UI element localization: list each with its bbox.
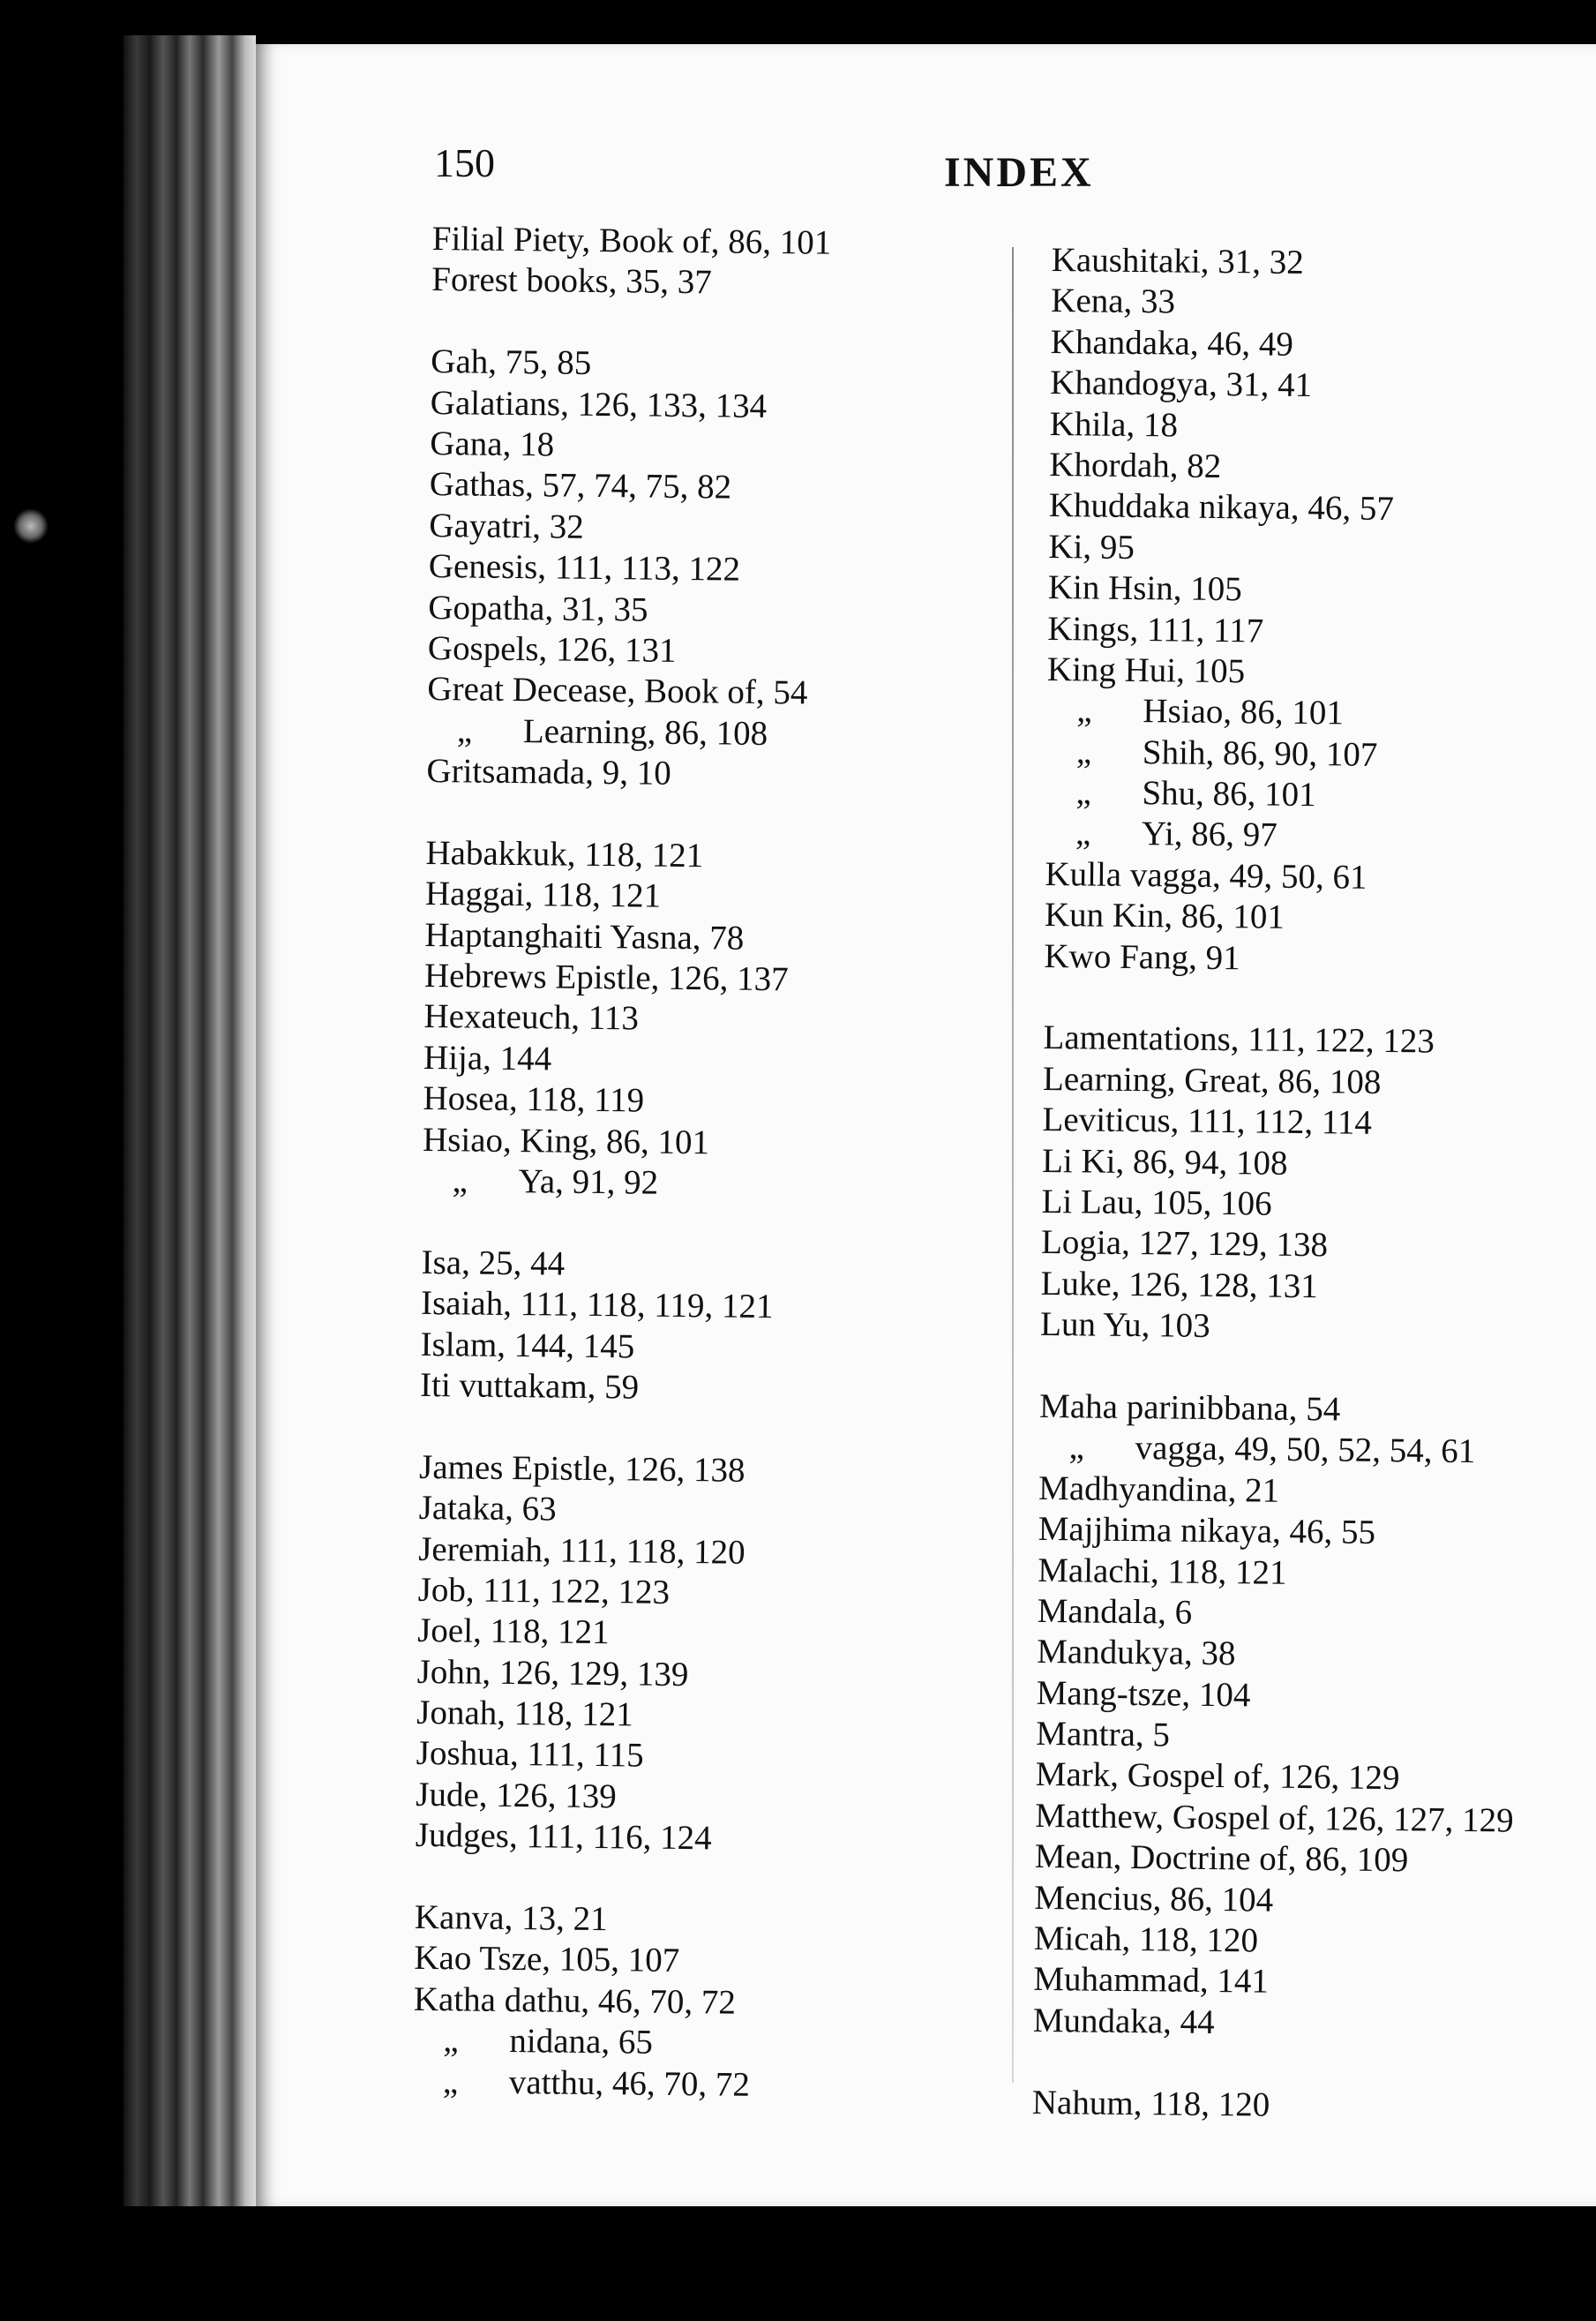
- index-entry-text: Jataka, 63: [418, 1489, 557, 1529]
- index-entry: [416, 1815, 815, 1860]
- index-entry-text: Gayatri, 32: [429, 506, 585, 546]
- index-entry-text: Lun Yu, 103: [1039, 1305, 1210, 1346]
- index-entry: [1049, 485, 1528, 531]
- index-entry: [429, 506, 828, 551]
- letter-group-gap: [426, 792, 826, 837]
- index-entry-text: Kaushitaki, 31, 32: [1051, 240, 1304, 282]
- index-entry: [1045, 895, 1524, 941]
- index-entry: [1034, 1878, 1513, 1924]
- index-entry-text: Kanva, 13, 21: [414, 1897, 608, 1939]
- letter-group-gap: [1039, 1345, 1518, 1391]
- index-entry-text: Madhyandina, 21: [1038, 1468, 1280, 1510]
- index-entry: [1042, 1141, 1521, 1187]
- index-entry-text: Leviticus, 111, 112, 114: [1042, 1100, 1373, 1143]
- index-entry-text: Gana, 18: [430, 424, 555, 464]
- index-entry: [414, 1938, 813, 1983]
- index-entry-text: Job, 111, 122, 123: [417, 1570, 671, 1611]
- index-entry: [417, 1611, 817, 1656]
- index-entry-text: Joshua, 111, 115: [416, 1734, 644, 1776]
- index-entry: [1035, 1837, 1514, 1882]
- letter-group-gap: [431, 301, 831, 346]
- index-entry: [425, 833, 825, 878]
- index-subentry: [427, 710, 827, 755]
- index-entry-text: Haptanghaiti Yasna, 78: [424, 915, 745, 958]
- index-entry: [414, 1979, 813, 2024]
- index-subentry: [1046, 690, 1525, 736]
- index-entry-text: Galatians, 126, 133, 134: [430, 383, 768, 425]
- ditto-mark: „: [1075, 773, 1091, 812]
- index-entry-text: Learning, 86, 108: [522, 711, 768, 753]
- index-entry-text: Hsiao, King, 86, 101: [422, 1120, 710, 1161]
- index-entry-text: vatthu, 46, 70, 72: [508, 2062, 751, 2104]
- index-entry: [1051, 322, 1530, 368]
- index-entry-text: Gah, 75, 85: [431, 342, 592, 383]
- index-entry-text: Gritsamada, 9, 10: [426, 752, 671, 792]
- index-entry-text: Maha parinibbana, 54: [1038, 1386, 1341, 1429]
- index-entry-text: Lamentations, 111, 122, 123: [1043, 1018, 1435, 1062]
- index-entry-text: Muhammad, 141: [1033, 1960, 1270, 2002]
- index-entry: [417, 1652, 817, 1697]
- index-subentry: [1045, 772, 1525, 818]
- index-entry: [1036, 1714, 1515, 1760]
- index-entry: [431, 259, 831, 304]
- index-entry-text: Filial Piety, Book of, 86, 101: [431, 219, 832, 262]
- ditto-mark: „: [456, 711, 473, 750]
- index-entry-text: Hsiao, 86, 101: [1143, 692, 1345, 732]
- index-entry-text: Mang-tsze, 104: [1036, 1673, 1251, 1715]
- index-entry-text: Mundaka, 44: [1032, 2001, 1215, 2041]
- index-entry-text: Yi, 86, 97: [1141, 815, 1278, 855]
- index-entry-text: King Hui, 105: [1046, 650, 1246, 691]
- index-entry: [424, 956, 824, 1001]
- index-entry-text: Kulla vagga, 49, 50, 61: [1045, 854, 1367, 897]
- index-entry: [423, 1078, 822, 1123]
- index-entry: [416, 1733, 816, 1778]
- index-entry: [430, 424, 829, 469]
- page-number: 150: [434, 140, 495, 185]
- index-entry: [419, 1447, 819, 1492]
- index-entry: [1033, 2001, 1512, 2047]
- index-subentry: [1046, 732, 1525, 777]
- index-entry-text: Luke, 126, 128, 131: [1040, 1264, 1318, 1305]
- index-entry-text: Genesis, 111, 113, 122: [428, 547, 741, 589]
- index-entry: [1044, 936, 1523, 982]
- index-entry-text: Kena, 33: [1051, 282, 1176, 321]
- index-entry-text: Gathas, 57, 74, 75, 82: [429, 465, 732, 507]
- index-entry: [418, 1529, 818, 1574]
- index-entry-text: Khandogya, 31, 41: [1050, 364, 1313, 405]
- index-entry-text: Hexateuch, 113: [423, 997, 640, 1038]
- index-entry-text: Micah, 118, 120: [1033, 1919, 1259, 1960]
- index-entry: [1038, 1509, 1517, 1555]
- index-subentry: [413, 2061, 813, 2106]
- ditto-mark: „: [1075, 814, 1091, 853]
- index-entry: [420, 1324, 820, 1369]
- index-entry-text: Kin Hsin, 105: [1047, 568, 1243, 609]
- index-entry-text: Ki, 95: [1048, 527, 1135, 567]
- index-entry: [1045, 854, 1524, 900]
- index-entry: [423, 996, 823, 1041]
- index-entry: [1048, 527, 1527, 573]
- index-entry: [416, 1775, 815, 1820]
- index-entry: [1038, 1550, 1517, 1596]
- index-entry: [1051, 281, 1530, 327]
- index-entry-text: Mantra, 5: [1036, 1714, 1171, 1754]
- index-entry: [415, 1897, 814, 1942]
- letter-group-gap: [419, 1406, 819, 1451]
- index-entry: [1038, 1468, 1517, 1514]
- index-entry: [426, 751, 826, 796]
- index-entry: [1041, 1222, 1520, 1268]
- letter-group-gap: [1044, 977, 1523, 1023]
- index-entry: [1036, 1754, 1515, 1800]
- index-entry: [421, 1243, 820, 1288]
- ditto-mark: „: [1075, 732, 1092, 771]
- index-entry: [432, 219, 832, 264]
- index-entry: [1043, 1018, 1522, 1063]
- ditto-mark: „: [442, 2062, 459, 2100]
- index-entry-text: nidana, 65: [509, 2022, 654, 2062]
- index-entry-text: Kings, 111, 117: [1047, 609, 1264, 650]
- index-entry: [1050, 363, 1529, 409]
- index-entry-text: Katha dathu, 46, 70, 72: [413, 1979, 737, 2022]
- index-entry-text: Khandaka, 46, 49: [1050, 322, 1294, 364]
- index-entry: [430, 464, 829, 509]
- index-entry: [431, 342, 830, 387]
- index-entry-text: Matthew, Gospel of, 126, 127, 129: [1035, 1796, 1514, 1840]
- ditto-mark: „: [1068, 1428, 1085, 1467]
- index-entry: [1048, 567, 1527, 613]
- index-entry: [1040, 1304, 1519, 1350]
- index-entry-text: Nahum, 118, 120: [1031, 2083, 1270, 2124]
- index-entry-text: Hebrews Epistle, 126, 137: [423, 956, 789, 999]
- index-entry-text: Haggai, 118, 121: [424, 875, 662, 916]
- index-entry-text: Isaiah, 111, 118, 119, 121: [420, 1284, 774, 1326]
- index-entry: [417, 1570, 817, 1615]
- index-entry-text: Shu, 86, 101: [1142, 774, 1316, 815]
- index-entry: [418, 1488, 818, 1533]
- index-entry: [1049, 445, 1528, 491]
- index-entry-text: Logia, 127, 129, 138: [1040, 1223, 1329, 1265]
- index-entry-text: Jude, 126, 139: [416, 1775, 618, 1816]
- index-entry: [423, 1120, 822, 1165]
- running-head: INDEX: [944, 149, 1094, 196]
- index-entry-text: Mark, Gospel of, 126, 129: [1035, 1755, 1400, 1798]
- index-entry-text: Li Ki, 86, 94, 108: [1041, 1141, 1288, 1183]
- index-entry: [1041, 1182, 1520, 1228]
- index-entry: [420, 1365, 820, 1410]
- index-entry-text: James Epistle, 126, 138: [418, 1447, 746, 1490]
- index-entry-text: Forest books, 35, 37: [431, 260, 712, 302]
- index-entry-text: Joel, 118, 121: [417, 1611, 610, 1652]
- index-entry: [1050, 404, 1529, 450]
- index-entry-text: Li Lau, 105, 106: [1041, 1182, 1272, 1223]
- index-entry: [1047, 650, 1526, 695]
- index-subentry: [1045, 813, 1525, 859]
- index-entry-text: Gospels, 126, 131: [427, 628, 677, 670]
- index-entry-text: Gopatha, 31, 35: [428, 588, 648, 629]
- index-entry-text: Islam, 144, 145: [420, 1325, 635, 1366]
- index-entry: [427, 669, 827, 714]
- index-entry-text: Khila, 18: [1049, 404, 1179, 445]
- index-entry-text: Shih, 86, 90, 107: [1142, 732, 1378, 774]
- index-entry: [1042, 1100, 1521, 1145]
- index-entry-text: Ya, 91, 92: [518, 1162, 659, 1202]
- index-entry-text: Kwo Fang, 91: [1044, 936, 1240, 977]
- index-entry-text: Mean, Doctrine of, 86, 109: [1034, 1837, 1409, 1880]
- letter-group-gap: [422, 1201, 821, 1246]
- index-entry: [1037, 1591, 1516, 1637]
- index-entry-text: Mandukya, 38: [1037, 1633, 1236, 1673]
- index-column-right: [1032, 240, 1531, 2129]
- index-entry: [423, 1038, 823, 1083]
- index-entry-text: Hosea, 118, 119: [423, 1079, 645, 1120]
- letter-group-gap: [1032, 2041, 1511, 2087]
- index-entry-text: Khuddaka nikaya, 46, 57: [1048, 486, 1395, 529]
- index-entry: [428, 628, 828, 673]
- index-entry: [424, 915, 824, 960]
- index-entry-text: Jonah, 118, 121: [416, 1693, 634, 1734]
- ditto-mark: „: [452, 1161, 468, 1200]
- index-entry-text: vagga, 49, 50, 52, 54, 61: [1135, 1429, 1476, 1471]
- index-column-left: [413, 219, 832, 2107]
- ditto-mark: „: [443, 2021, 459, 2060]
- index-entry-text: John, 126, 129, 139: [416, 1652, 689, 1694]
- index-entry-text: Mencius, 86, 104: [1034, 1878, 1274, 1919]
- index-subentry: [422, 1160, 821, 1206]
- index-entry: [429, 546, 828, 591]
- index-entry-text: Great Decease, Book of, 54: [427, 670, 808, 712]
- book-spine: [124, 35, 256, 2206]
- index-entry: [1037, 1673, 1516, 1719]
- index-entry: [1033, 1959, 1512, 2005]
- index-entry: [416, 1693, 816, 1738]
- index-entry: [431, 383, 830, 428]
- index-entry-text: Kao Tsze, 105, 107: [414, 1939, 680, 1980]
- index-entry: [421, 1283, 820, 1328]
- index-entry: [1032, 2082, 1511, 2128]
- index-entry: [1037, 1632, 1516, 1678]
- index-entry-text: Kun Kin, 86, 101: [1044, 896, 1285, 937]
- column-divider: [1012, 247, 1014, 2083]
- index-entry: [1034, 1919, 1513, 1964]
- index-entry-text: Majjhima nikaya, 46, 55: [1038, 1510, 1376, 1552]
- index-entry: [1047, 608, 1526, 654]
- index-entry: [428, 587, 828, 632]
- index-entry-text: Judges, 111, 116, 124: [415, 1816, 712, 1858]
- index-subentry: [1038, 1427, 1517, 1473]
- index-entry-text: Isa, 25, 44: [421, 1243, 566, 1283]
- index-entry-text: Iti vuttakam, 59: [419, 1365, 640, 1407]
- index-entry: [1043, 1059, 1522, 1105]
- index-entry: [1039, 1386, 1518, 1432]
- index-subentry: [413, 2020, 813, 2065]
- index-entry: [425, 874, 825, 919]
- index-entry-text: Habakkuk, 118, 121: [425, 833, 704, 875]
- ditto-mark: „: [1076, 691, 1092, 730]
- index-entry-text: Jeremiah, 111, 118, 120: [417, 1529, 746, 1572]
- index-entry-text: Hija, 144: [423, 1038, 552, 1078]
- index-entry-text: Learning, Great, 86, 108: [1042, 1059, 1382, 1101]
- index-entry-text: Malachi, 118, 121: [1037, 1551, 1287, 1592]
- index-entry: [1040, 1264, 1519, 1310]
- letter-group-gap: [415, 1857, 814, 1902]
- index-entry: [1052, 240, 1531, 286]
- index-entry-text: Khordah, 82: [1049, 445, 1222, 485]
- index-entry-text: Mandala, 6: [1037, 1591, 1193, 1632]
- scan-artifact: [13, 508, 49, 544]
- index-entry: [1035, 1796, 1514, 1842]
